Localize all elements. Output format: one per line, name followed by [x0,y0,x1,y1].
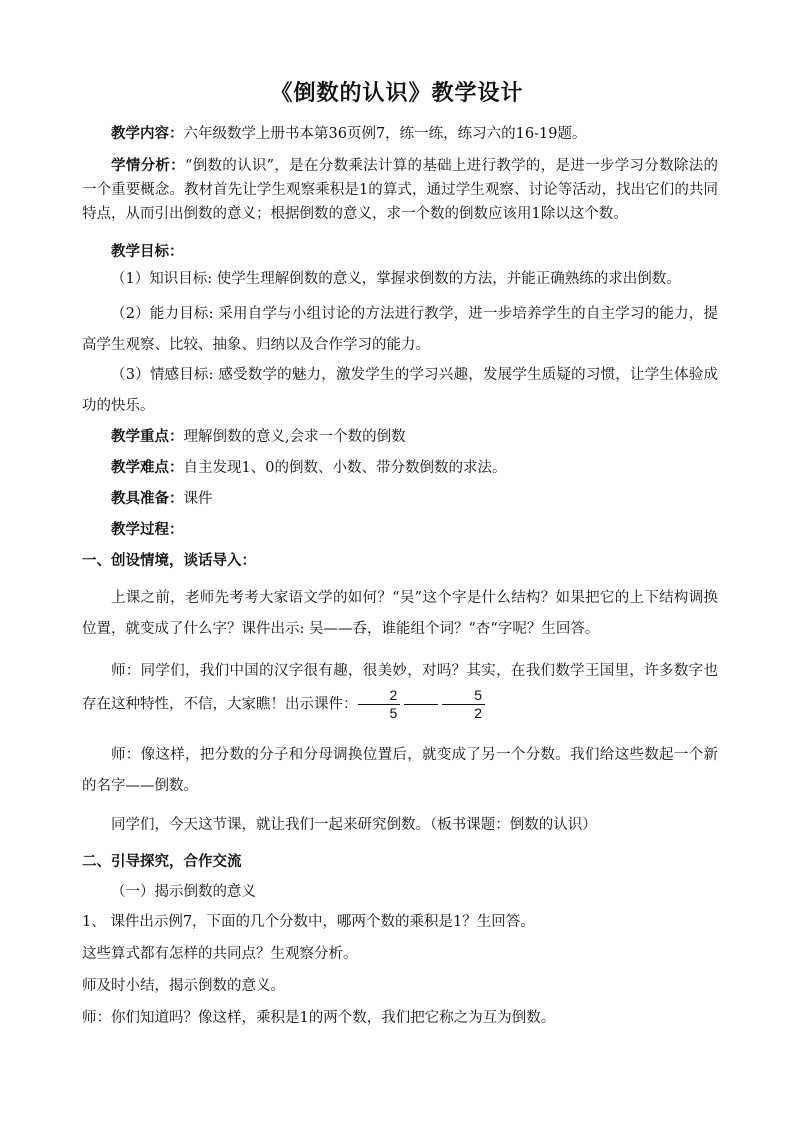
teaching-content-text: 六年级数学上册书本第36页例7，练一练，练习六的16-19题。 [183,126,587,142]
list-line-3: 师及时小结，揭示倒数的意义。 [82,978,285,994]
learning-analysis [82,154,718,226]
teaching-difficulty-label: 教学难点： [111,460,184,476]
teaching-key-label: 教学重点： [111,429,184,445]
paragraph-fraction-text: 师：同学们，我们中国的汉字很有趣，很美妙，对吗？其实，在我们数学王国里，许多数字也存在这种特性，不信，大家瞧！出示课件： [82,663,718,713]
teaching-content-label: 教学内容： [111,126,184,142]
teaching-key [82,425,718,449]
teaching-key-text: 理解倒数的意义,会求一个数的倒数 [183,429,406,445]
process-heading: 教学过程： [111,522,184,538]
paragraph-fraction-example [82,656,718,722]
section-1-heading: 一、创设情境，谈话导入： [82,553,256,569]
learning-analysis-label: 学情分析： [111,158,185,174]
goal-item-2: （2）能力目标: 采用自学与小组讨论的方法进行教学，进一步培养学生的自主学习的能力，提高学生观察、比较、抽象、归纳以及合作学习的能力。 [82,306,718,353]
paragraph-intro: 上课之前，老师先考考大家语文学的如何？“吴”这个字是什么结构？如果把它的上下结构调换位置，就变成了什么字？课件出示: 吴——呑，谁能组个词？“杏“字呢？生回答。 [82,590,718,637]
teaching-difficulty [82,456,718,480]
teaching-tools-label: 教具准备： [111,491,184,507]
subsection-1-heading: （一）揭示倒数的意义 [111,884,256,900]
goals-heading: 教学目标： [111,244,184,260]
goal-item-3: （3）情感目标: 感受数学的魅力，激发学生的学习兴趣，发展学生质疑的习惯，让学生体验成功的快乐。 [82,367,718,414]
teaching-difficulty-text: 自主发现1、0的倒数、小数、带分数倒数的求法。 [183,460,507,476]
paragraph-lesson-topic: 同学们，今天这节课，就让我们一起来研究倒数。（板书课题：倒数的认识） [111,817,597,833]
list-line-1: 1、 课件出示例7，下面的几个分数中，哪两个数的乘积是1？生回答。 [82,914,535,930]
dash-line [404,704,438,705]
learning-analysis-text: “倒数的认识”，是在分数乘法计算的基础上进行教学的，是进一步学习分数除法的一个重要概念。教材首先让学生观察乘积是1的算式，通过学生观察、讨论等活动，找出它们的共同特点，从而引出倒数的意义；根据倒数的意义，求一个数的倒数应该用1除以这个数。 [82,158,718,222]
teaching-tools [82,487,718,511]
goal-item-1: （1）知识目标: 使学生理解倒数的意义，掌握求倒数的方法，并能正确熟练的求出倒数。 [111,271,681,287]
section-2-heading: 二、引导探究，合作交流 [82,854,242,870]
fraction-five-halves: $\frac{5}{2}$ [442,687,485,722]
document-title: 《倒数的认识》教学设计 [270,81,524,106]
list-line-2: 这些算式都有怎样的共同点？生观察分析。 [82,946,358,962]
paragraph-reciprocal-name: 师：像这样，把分数的分子和分母调换位置后，就变成了另一个分数。我们给这些数起一个新的名字——倒数。 [82,747,718,794]
list-line-4: 师：你们知道吗？像这样，乘积是1的两个数，我们把它称之为互为倒数。 [82,1010,556,1026]
teaching-content [82,122,718,146]
fraction-two-fifths: $\frac{2}{5}$ [358,687,401,722]
teaching-tools-text: 课件 [183,491,213,507]
